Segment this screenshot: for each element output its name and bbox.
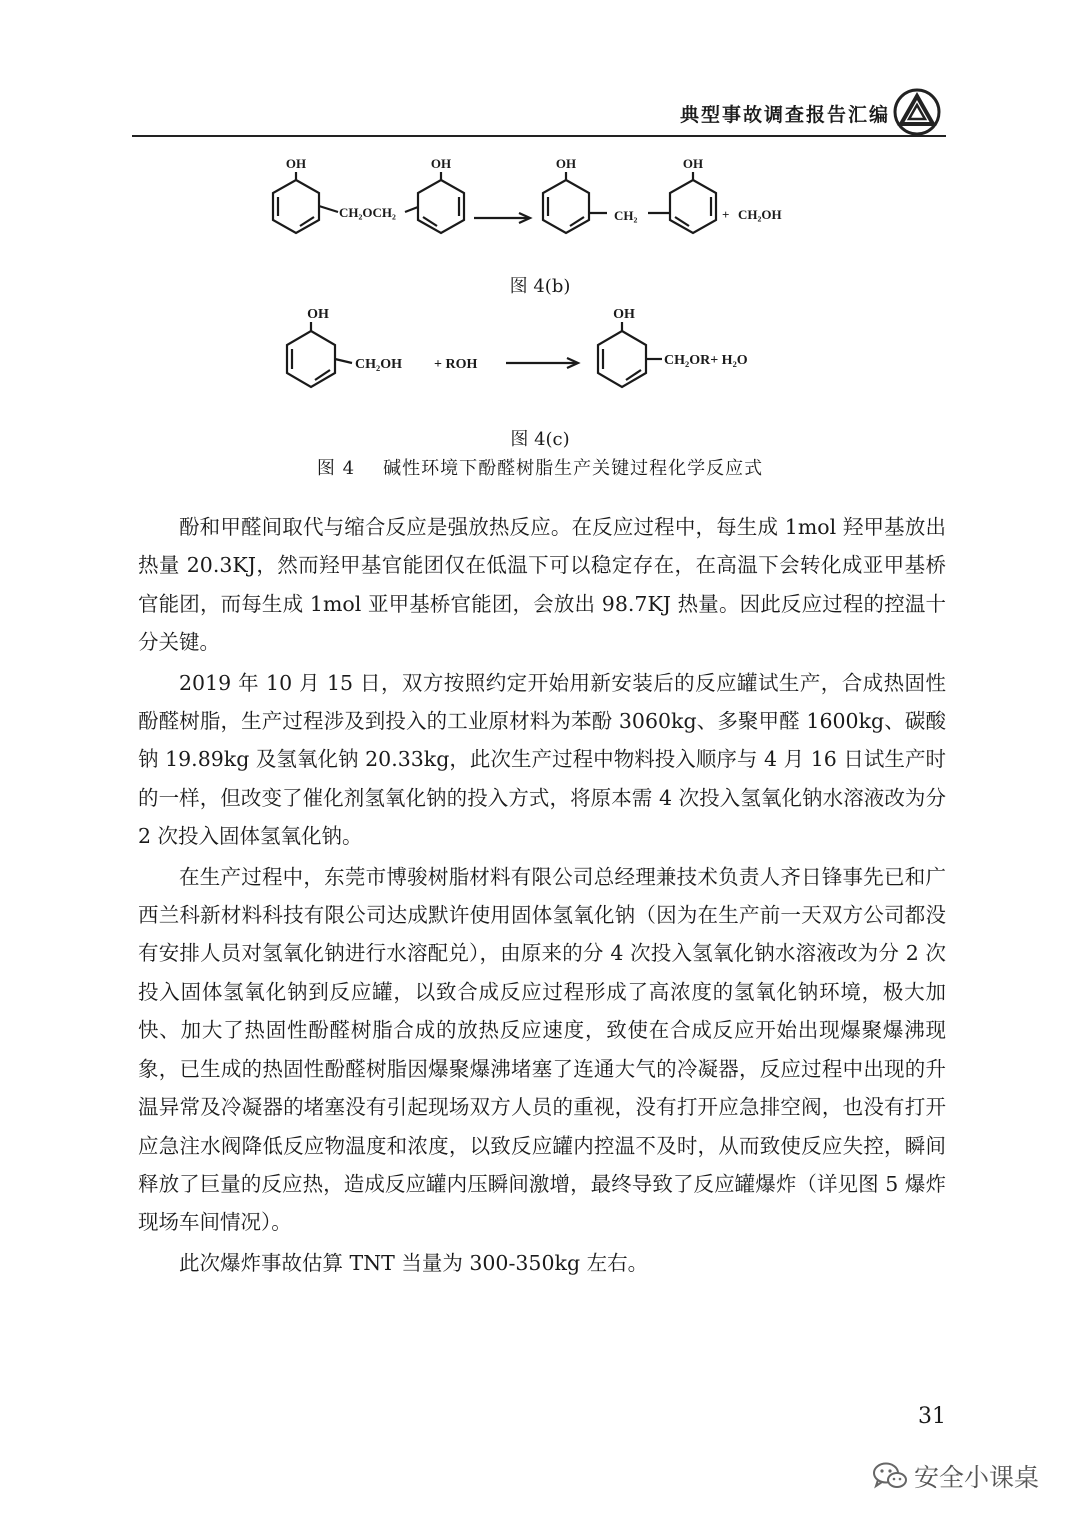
methylene-label: CH₂ (614, 208, 638, 223)
paragraph: 此次爆炸事故估算 TNT 当量为 300-350kg 左右。 (179, 1250, 649, 1275)
oh-label: OH (285, 156, 307, 171)
figure-caption-b: 图 4(b) (509, 276, 571, 297)
substituent-label: CH₂OH (355, 357, 402, 372)
page-number: 31 (918, 1404, 946, 1429)
oh-label: OH (430, 156, 452, 171)
watermark-text: 安全小课桌 (914, 1463, 1040, 1492)
oh-label: OH (613, 307, 635, 322)
plus-sign: + (722, 207, 730, 222)
oh-label: OH (555, 156, 577, 171)
figure-number: 图 4 (316, 458, 356, 479)
running-header-title: 典型事故调查报告汇编 (679, 104, 890, 126)
product-label: CH₂OR+ H₂O (664, 353, 748, 368)
body-text (138, 508, 946, 1284)
oh-label: OH (307, 307, 329, 322)
bridge-label: CH₂OCH₂ (339, 205, 396, 220)
figure-caption-c: 图 4(c) (510, 429, 570, 450)
paragraph: 在生产过程中，东莞市博骏树脂材料有限公司总经理兼技术负责人齐日锋事先已和广西兰科新材料科技有限公司达成默许使用固体氢氧化钠（因为在生产前一天双方公司都没有安排人员对氢氧化钠进行水溶配兑），由原来的分 4 次投入氢氧化钠水溶液改为分 2 次投入固体氢氧化钠到反应罐，以致合成反应过程形成了高浓度的氢氧化钠环境，极大加快、加大了热固性酚醛树脂合成的放热反应速度，致使在合成反应开始出现爆聚爆沸现象，已生成的热固性酚醛树脂因爆聚爆沸堵塞了连通大气的冷凝器，反应过程中出现的升温异常及冷凝器的堵塞没有引起现场双方人员的重视，没有打开应急排空阀，也没有打开应急注水阀降低反应物温度和浓度，以致反应罐内控温不及时，从而致使反应失控，瞬间释放了巨量的反应热，造成反应罐内压瞬间激增，最终导致了反应罐爆炸（详见图 5 爆炸现场车间情况）。 (138, 864, 946, 1235)
figure-title-text: 碱性环境下酚醛树脂生产关键过程化学反应式 (383, 458, 764, 479)
wechat-icon (872, 1461, 908, 1491)
paragraph: 2019 年 10 月 15 日，双方按照约定开始用新安装后的反应罐试生产，合成热固性酚醛树脂，生产过程涉及到投入的工业原材料为苯酚 3060kg、多聚甲醛 1600kg、碳酸钠 19.89kg 及氢氧化钠 20.33kg，此次生产过程中物料投入顺序与 4 月 16 日试生产时的一样，但改变了催化剂氢氧化钠的投入方式，将原本需 4 次投入氢氧化钠水溶液改为分 2 次投入固体氢氧化钠。 (138, 670, 946, 849)
reagent-label: + ROH (434, 357, 478, 372)
product-label: CH₂OH (738, 207, 782, 222)
paragraph: 酚和甲醛间取代与缩合反应是强放热反应。在反应过程中，每生成 1mol 羟甲基放出热量 20.3KJ，然而羟甲基官能团仅在低温下可以稳定存在，在高温下会转化成亚甲基桥官能团，而每生成 1mol 亚甲基桥官能团，会放出 98.7KJ 热量。因此反应过程的控温十分关键。 (138, 515, 946, 655)
oh-label: OH (682, 156, 704, 171)
reaction-scheme-c (0, 0, 1080, 460)
benzene-ring (598, 331, 646, 387)
benzene-ring (287, 331, 335, 387)
watermark (872, 1456, 1039, 1496)
figure-title (0, 454, 1080, 480)
